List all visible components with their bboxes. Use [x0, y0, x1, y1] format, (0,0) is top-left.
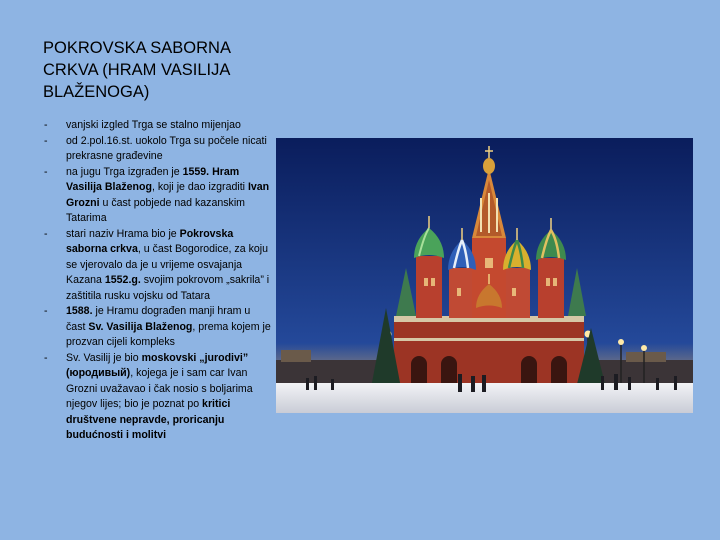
bullet-marker: -: [44, 165, 48, 178]
slide-title: POKROVSKA SABORNA CRKVA (HRAM VASILIJA BLAŽENOGA): [43, 39, 231, 101]
bullet-text: Sv. Vasilij je bio: [66, 351, 142, 364]
bullet-text-bold: moskovski „jurodivi” (юродивый): [66, 351, 249, 379]
st-basils-cathedral-photo: [276, 138, 693, 413]
bullet-marker: -: [44, 227, 48, 240]
bullet-item: [44, 118, 272, 134]
bullet-item: [44, 134, 272, 165]
bullet-marker: -: [44, 305, 48, 317]
bullet-text-bold: 1559. Hram Vasilija Blaženog: [66, 165, 240, 193]
bullet-item: [44, 227, 272, 305]
bullet-text-bold: Ivan Grozni: [66, 181, 270, 209]
bullet-marker: -: [44, 351, 48, 364]
bullet-text: od 2.pol.16.st. uokolo Trga su počele nicati prekrasne građevine: [66, 134, 267, 162]
bullet-text: je Hramu dograđen manji hram u čast: [66, 305, 251, 333]
bullet-text: stari naziv Hrama bio je: [66, 227, 180, 240]
bullet-marker: -: [44, 134, 48, 147]
bullet-text: , prema kojem je prozvan cijeli kompleks: [66, 320, 271, 348]
bullet-text-bold: Sv. Vasilija Blaženog: [88, 320, 193, 333]
bullet-text-bold: 1552.g.: [104, 274, 141, 286]
bullet-item: [44, 304, 272, 351]
bullet-text-bold: 1588.: [66, 305, 93, 317]
cathedral-photo: [276, 138, 693, 413]
bullet-item: [44, 351, 272, 444]
bullet-marker: -: [44, 119, 48, 131]
bullet-list: [44, 118, 272, 444]
bullet-text: , kojega je i sam car Ivan Grozni uvažavao i čak nosio s boljarima njegov lijes; bio je poznat po: [66, 367, 253, 410]
bullet-text: svojim pokrovom „sakrila” i zaštitila rusku vojsku od Tatara: [66, 274, 270, 302]
bullet-text-bold: Pokrovska saborna crkva: [66, 227, 234, 255]
bullet-text: u čast pobjede nad kazanskim Tatarima: [66, 196, 246, 224]
bullet-text: , u čast Bogorodice, za koju se vjerovalo da je u vrijeme osvajanja Kazana: [66, 243, 269, 286]
bullet-text-bold: kritici društvene nepravde, proricanju budućnosti i molitvi: [66, 398, 231, 441]
bullet-item: [44, 165, 272, 227]
bullet-text: vanjski izgled Trga se stalno mijenjao: [66, 119, 241, 131]
bullet-text: , koji je dao izgraditi: [151, 181, 248, 193]
bullet-text: na jugu Trga izgrađen je: [66, 165, 183, 178]
